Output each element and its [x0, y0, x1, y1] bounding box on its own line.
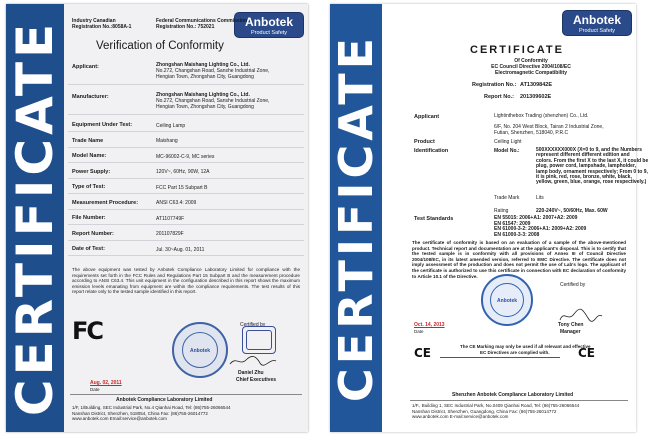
date-label: Date [414, 329, 424, 334]
subtitle-line: Of Conformity [514, 58, 548, 64]
applicant-line: 6/F, No. 204 West Block, Tairan 2 Industrial Zone, [494, 124, 604, 130]
fcc-certificate [6, 4, 308, 432]
manufacturer-line: Zhongshan Maishang Lighting Co., Ltd. [156, 92, 250, 98]
divider [68, 178, 304, 179]
applicant-block [156, 62, 269, 80]
ec-certificate [329, 4, 648, 432]
seal-text: Anbotek [190, 348, 210, 354]
footer-address [72, 405, 231, 422]
divider [68, 224, 304, 225]
page-title: CERTIFICATE [470, 44, 564, 56]
field-value: FCC Part 15 Subpart B [156, 184, 208, 191]
model-line: lamp body, ornament respectively; From 0 to 9, [536, 168, 648, 175]
issue-date: Aug. 02, 2011 [90, 380, 122, 386]
divider [68, 162, 304, 163]
field-value: Maishang [156, 138, 178, 144]
signer-name: Daniel Zhu [238, 370, 264, 376]
footer-line: Nanshan District, Shenzhen, 518054, China Fax: (86)755-26014772 [72, 410, 208, 416]
trade-mark-label: Trade Mark [494, 195, 520, 201]
product-label: Product [414, 139, 435, 145]
signer-name: Tony Chen [558, 322, 584, 328]
logo-tagline: Product Safety [578, 28, 616, 34]
field-value: Jul. 30~Aug. 01, 2011 [156, 246, 205, 253]
divider [68, 255, 304, 256]
footer-line: Nanshan District, Shenzhen, Guangdong, China Fax: (86)755-26014772 [412, 408, 557, 414]
field-value: Ceiling Lamp [156, 122, 186, 129]
subtitle-line: Electromagnetic Compatibility [495, 70, 567, 76]
logo-brand: Anbotek [573, 13, 621, 27]
model-line: yellow, green, blue, orange, rose respectively.) [536, 179, 647, 186]
anbotek-logo [562, 10, 632, 36]
certifier-stamp-icon [242, 326, 276, 354]
signer-title: Manager [560, 329, 581, 335]
field-value: ANSI C63.4: 2009 [156, 200, 197, 206]
model-line: it is pink, red, rose, bronze, white, black, [536, 174, 632, 181]
divider [68, 209, 304, 210]
certificate-side-band [330, 4, 382, 432]
certified-by-label: Certified by [240, 322, 266, 328]
ce-note-2: EC Directives are complied with. [480, 350, 550, 355]
fcc-label: Federal Communications Commission [156, 18, 248, 24]
fcc-logo: FC [72, 317, 103, 345]
standards-label: Test Standards [414, 216, 454, 222]
directive-subtitles [476, 58, 586, 76]
model-label: Model No.: [494, 148, 520, 154]
field-label: Type of Test: [72, 184, 106, 190]
certificate-side-band [6, 4, 64, 432]
ic-registration [72, 18, 131, 30]
logo-tagline: Product Safety [250, 30, 288, 36]
trade-mark-value: Lits [536, 195, 544, 201]
footer-divider [410, 400, 628, 401]
divider [68, 240, 304, 241]
footer-company: Anbotek Compliance Laboratory Limited [116, 397, 213, 403]
footer-line: www.anbotek.com Email:service@anbotek.com [72, 416, 167, 421]
divider [68, 114, 304, 115]
applicant-block [494, 114, 604, 136]
signer-title: Chief Executives [236, 377, 277, 383]
manufacturer-label: Manufacturer: [72, 94, 109, 100]
report-number: 201309602E [520, 94, 552, 100]
band-word: CERTIFICATE [329, 33, 383, 403]
model-line: plug, power cord, lampshade, lampholder, [536, 163, 637, 170]
field-label: Report Number: [72, 230, 114, 237]
rating-label: Rating [494, 208, 509, 214]
registration-label: Registration No.: [472, 82, 517, 88]
field-label: Model Name: [72, 153, 107, 159]
band-word: CERTIFICATE [6, 19, 64, 417]
fcc-number: Registration No.: 752021 [156, 24, 215, 30]
field-label: Date of Test: [72, 246, 105, 252]
field-value: MC-96002-C-9, MC series [156, 153, 215, 160]
applicant-line: Lightinthebox Trading (shenzhen) Co., Ltd. [494, 113, 589, 119]
standards-block [494, 216, 586, 238]
divider [68, 193, 304, 194]
product-value: Ceiling Light [494, 139, 522, 145]
footer-company: Shenzhen Anbotek Compliance Laboratory Limited [452, 392, 574, 398]
applicant-line: Zhongshan Maishang Lighting Co., Ltd. [156, 62, 250, 68]
logo-brand: Anbotek [245, 15, 293, 29]
applicant-line: Futian, Shenzhen, 518040, P.R.C [494, 129, 569, 136]
ic-number: Registration No.:8058A-1 [72, 24, 132, 30]
footer-line: www.anbotek.com E-mail:service@anbotek.com [412, 414, 509, 419]
field-value: AT1107749F [156, 215, 185, 222]
field-label: Equipment Under Test: [72, 122, 133, 128]
fcc-registration [156, 18, 247, 30]
standard-line: EN 61000-3-2: 2006+A1: 2009+A2: 2009 [494, 226, 587, 232]
model-block [536, 148, 648, 186]
rating-value: 220-240V~, 50/60Hz, Max. 60W [536, 208, 608, 214]
manufacturer-block [156, 92, 269, 110]
standard-line: EN 61000-3-3: 2008 [494, 231, 540, 238]
model-line: represent different different edition and [536, 152, 630, 159]
ce-divider [440, 357, 560, 358]
field-label: Measurement Procedure: [72, 199, 139, 206]
divider [68, 131, 304, 132]
subtitle-line: EC Council Directive 2004/108/EC [491, 64, 571, 70]
standard-line: EN 61547: 2009 [494, 220, 531, 227]
model-line: 500XXXXXX000X (X=0 to 9, and the Numbers [536, 147, 643, 153]
seal-text: Anbotek [497, 298, 517, 304]
manufacturer-line: Hengian Town, Zhongshan City, Guangdong [156, 104, 254, 110]
ce-mark-icon: CE [414, 346, 432, 360]
ce-mark-icon: CE [578, 346, 596, 360]
applicant-line: Hengian Town, Zhongshan City, Guangdong [156, 74, 254, 80]
registration-number: AT1309842E [520, 82, 553, 88]
conformity-statement: The certificate of conformity is based on an evaluation of a sample of the above-mentioned product. Technical report and documentation are at the applicant's disposal. This is to certify that the tested sample is in conformity with all provisions of Annex III of Council Directive 2004/108/EC, in its latest amended version, referred to EMC Directive. The certificate does not imply assessment of the production and does not permit the use of Lab's logo. The applicant of the certificate is authorized to use this certificate in connection with EC declaration of conformity to Article 10.1 of the Directive. [412, 240, 626, 279]
field-label: Trade Name [72, 137, 104, 144]
field-value: 120V~, 60Hz, 90W, 12A [156, 169, 210, 175]
certified-by-label: Certified by [560, 282, 586, 288]
field-label: Power Supply: [72, 168, 111, 175]
page-title: Verification of Conformity [96, 40, 224, 52]
issue-date: Oct. 14, 2013 [414, 322, 445, 328]
applicant-label: Applicant: [72, 64, 99, 70]
applicant-line: No.272, Changshan Road, Sanshe Industrial Zone, [156, 68, 270, 74]
anbotek-seal-icon [481, 274, 533, 326]
identification-label: Identification [414, 148, 449, 154]
footer-line: 1/F, 1/Building, SEC Industrial Park, No.4 Qianhai Road, Tel: (86)755-26066544 [72, 405, 231, 410]
divider [68, 84, 304, 85]
footer-address [412, 403, 579, 420]
signature-icon [228, 354, 278, 368]
footer-divider [70, 394, 302, 395]
standard-line: EN 55015: 2006+A1: 2007+A2: 2009 [494, 215, 578, 221]
manufacturer-line: No.272, Changshan Road, Sanshe Industrial Zone, [156, 98, 270, 104]
anbotek-seal-icon [172, 322, 228, 378]
report-label: Report No.: [484, 94, 514, 100]
model-line: colors. From the first X to the last X, it could be [536, 157, 648, 164]
ic-label: Industry Canadian [72, 18, 116, 24]
field-value: 201107829F [156, 231, 184, 237]
conformity-statement: The above equipment was tested by Anbotek Compliance Laboratory Limited for compliance with the requirements set forth in the FCC Rules and Regulations Part 15 Subpart B and the measurement procedure according to ANSI C63.4. This unit equipment in the configuration described in this report shows the maximum emission levels emanating from equipment are within the compliance requirements. The test results of this report relate only to the tested sample identified in this report. [72, 267, 300, 295]
ce-note: The CE Marking may only be used if all relevant and effective [460, 344, 591, 349]
footer-line: 1/F., Building 1, SEC Industrial Park, No.0409 Qianhai Road, Tel: (86)755-26066544 [412, 403, 580, 408]
date-label: Date [90, 387, 100, 392]
divider [68, 147, 304, 148]
applicant-label: Applicant [414, 114, 440, 120]
field-label: File Number: [72, 215, 106, 221]
